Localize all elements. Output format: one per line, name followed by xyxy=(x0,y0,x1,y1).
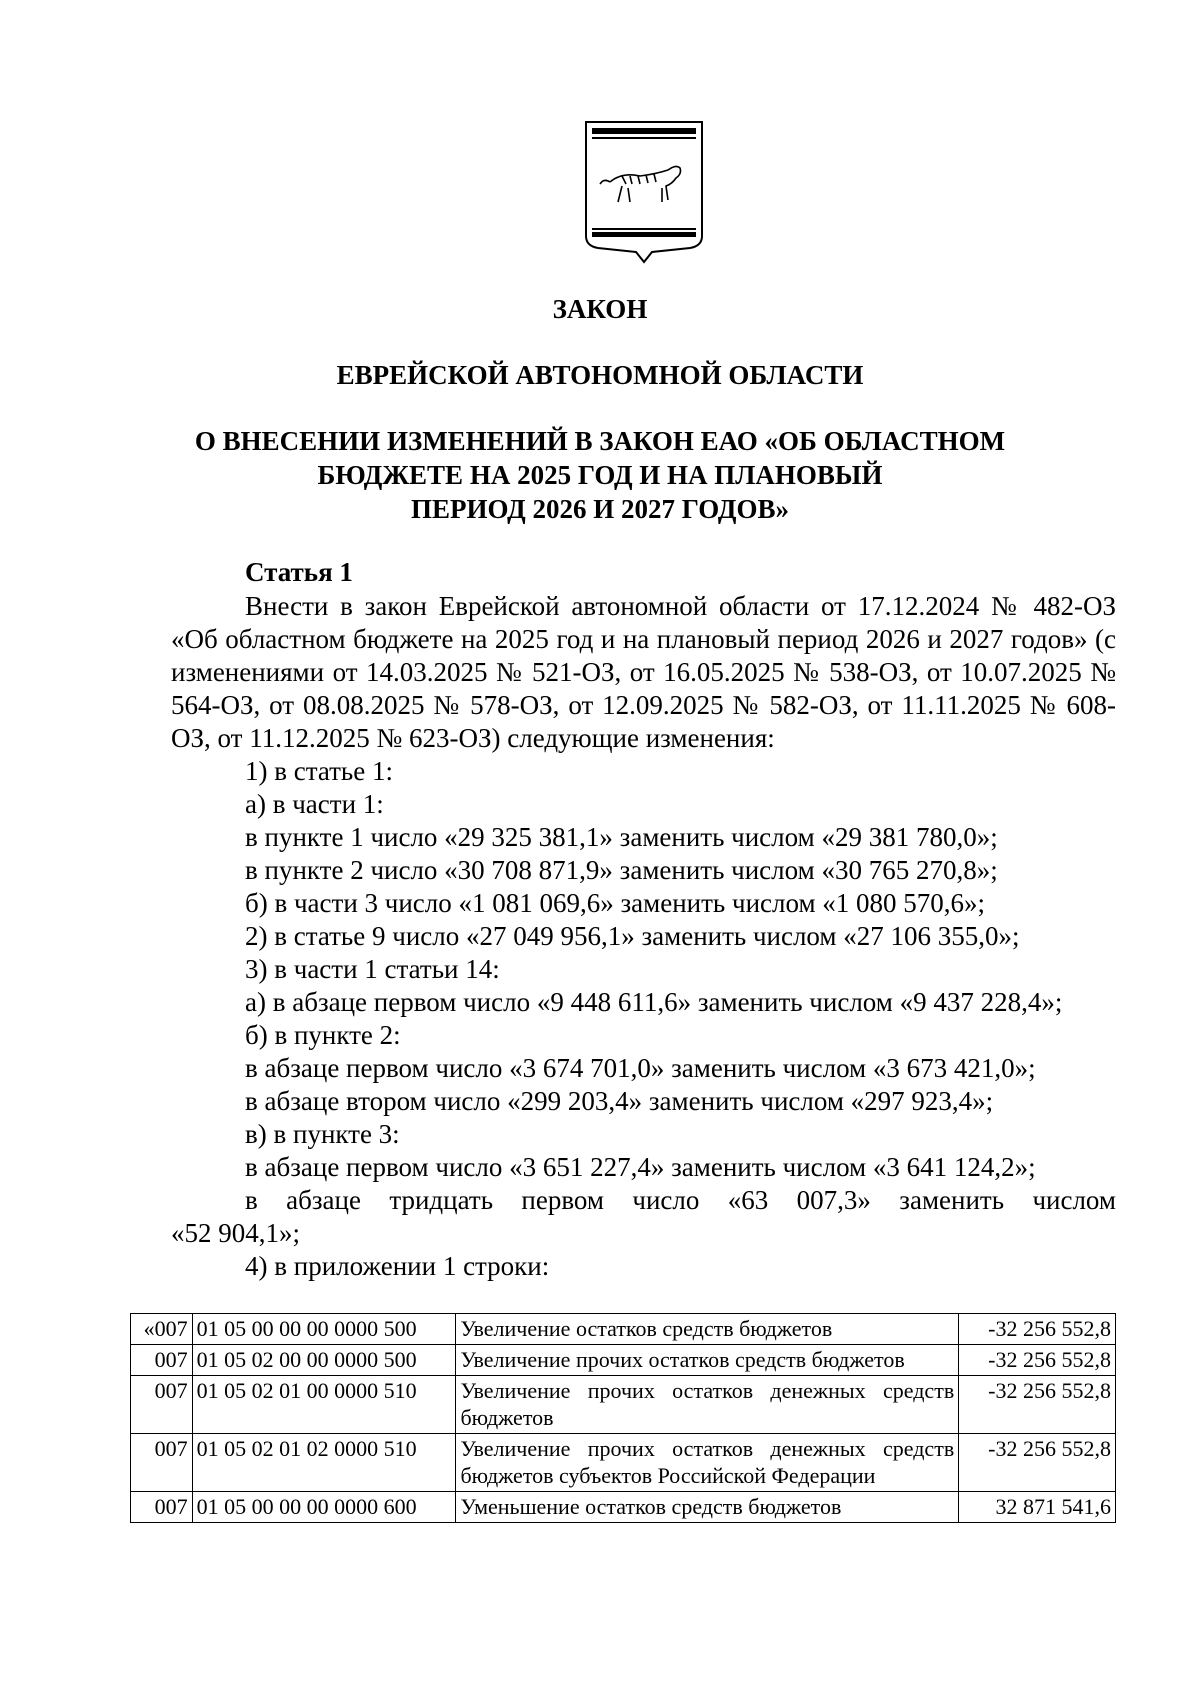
amendment-item: б) в пункте 2: xyxy=(245,1020,401,1050)
law-subject-line: О ВНЕСЕНИИ ИЗМЕНЕНИЙ В ЗАКОН ЕАО «ОБ ОБЛАСТНОМ xyxy=(194,426,1006,456)
admin-code-cell: 007 xyxy=(131,1434,193,1492)
amendment-item: в абзаце втором число «299 203,4» заменить числом «297 923,4»; xyxy=(245,1086,994,1116)
amendment-item: в) в пункте 3: xyxy=(245,1119,400,1149)
table-row xyxy=(131,1345,1116,1376)
amendment-item: в абзаце первом число «3 674 701,0» заменить числом «3 673 421,0»; xyxy=(245,1053,1036,1083)
table-row xyxy=(131,1492,1116,1523)
region-title: ЕВРЕЙСКОЙ АВТОНОМНОЙ ОБЛАСТИ xyxy=(336,360,864,390)
amendment-item: в пункте 1 число «29 325 381,1» заменить числом «29 381 780,0»; xyxy=(245,822,998,852)
amendment-item: б) в части 3 число «1 081 069,6» заменить числом «1 080 570,6»; xyxy=(245,888,986,918)
amendment-item: 2) в статье 9 число «27 049 956,1» заменить числом «27 106 355,0»; xyxy=(245,921,1020,951)
amendment-item: 3) в части 1 статьи 14: xyxy=(245,954,500,984)
law-subject xyxy=(0,424,1200,526)
amendment-item: 1) в статье 1: xyxy=(245,756,393,786)
amount-cell: 32 871 541,6 xyxy=(959,1492,1116,1523)
budget-sources-table xyxy=(130,1313,1116,1523)
admin-code-cell: 007 xyxy=(131,1376,193,1434)
admin-code-cell: 007 xyxy=(131,1492,193,1523)
budget-code-cell: 01 05 02 01 00 0000 510 xyxy=(192,1376,456,1434)
amendment-item-continuation: «52 904,1»; xyxy=(171,1218,301,1248)
amount-cell: -32 256 552,8 xyxy=(959,1434,1116,1492)
admin-code-cell: 007 xyxy=(131,1345,193,1376)
description-cell: Увеличение прочих остатков денежных средств бюджетов субъектов Российской Федерации xyxy=(456,1434,959,1492)
amendment-item: а) в абзаце первом число «9 448 611,6» заменить числом «9 437 228,4»; xyxy=(245,987,1063,1017)
amount-cell: -32 256 552,8 xyxy=(959,1345,1116,1376)
admin-code-cell: «007 xyxy=(131,1314,193,1345)
budget-code-cell: 01 05 02 00 00 0000 500 xyxy=(192,1345,456,1376)
document-title: ЗАКОН xyxy=(552,294,648,324)
table-row xyxy=(131,1314,1116,1345)
amount-cell: -32 256 552,8 xyxy=(959,1314,1116,1345)
amendment-item: а) в части 1: xyxy=(245,789,384,819)
description-cell: Увеличение прочих остатков денежных средств бюджетов xyxy=(456,1376,959,1434)
amount-cell: -32 256 552,8 xyxy=(959,1376,1116,1434)
tiger-coat-of-arms-icon xyxy=(582,118,706,264)
article-intro: Внести в закон Еврейской автономной области от 17.12.2024 № 482-ОЗ «Об областном бюджете на 2025 год и на плановый период 2026 и 2027 годов» (с изменениями от 14.03.2025 № 521-ОЗ, от 16.05.2025 № 538-ОЗ, от 10.07.2025 № 564-ОЗ, от 08.08.2025 № 578-ОЗ, от 12.09.2025 № 582-ОЗ, от 11.11.2025 № 608-ОЗ, от 11.12.2025 № 623-ОЗ) следующие изменения: xyxy=(171,591,1116,753)
table-row xyxy=(131,1434,1116,1492)
table-row xyxy=(131,1376,1116,1434)
amendment-item: в абзаце тридцать первом число «63 007,3» заменить числом xyxy=(245,1185,1116,1215)
law-subject-line: ПЕРИОД 2026 И 2027 ГОДОВ» xyxy=(411,494,789,524)
amendment-item: в пункте 2 число «30 708 871,9» заменить числом «30 765 270,8»; xyxy=(245,855,998,885)
article-body xyxy=(171,590,1116,1283)
budget-code-cell: 01 05 00 00 00 0000 600 xyxy=(192,1492,456,1523)
description-cell: Увеличение прочих остатков средств бюджетов xyxy=(456,1345,959,1376)
budget-code-cell: 01 05 00 00 00 0000 500 xyxy=(192,1314,456,1345)
amendment-item: 4) в приложении 1 строки: xyxy=(245,1251,550,1281)
description-cell: Уменьшение остатков средств бюджетов xyxy=(456,1492,959,1523)
law-subject-line: БЮДЖЕТЕ НА 2025 ГОД И НА ПЛАНОВЫЙ xyxy=(317,460,883,490)
budget-code-cell: 01 05 02 01 02 0000 510 xyxy=(192,1434,456,1492)
amendment-item: в абзаце первом число «3 651 227,4» заменить числом «3 641 124,2»; xyxy=(245,1152,1036,1182)
article-heading: Статья 1 xyxy=(245,557,353,587)
description-cell: Увеличение остатков средств бюджетов xyxy=(456,1314,959,1345)
